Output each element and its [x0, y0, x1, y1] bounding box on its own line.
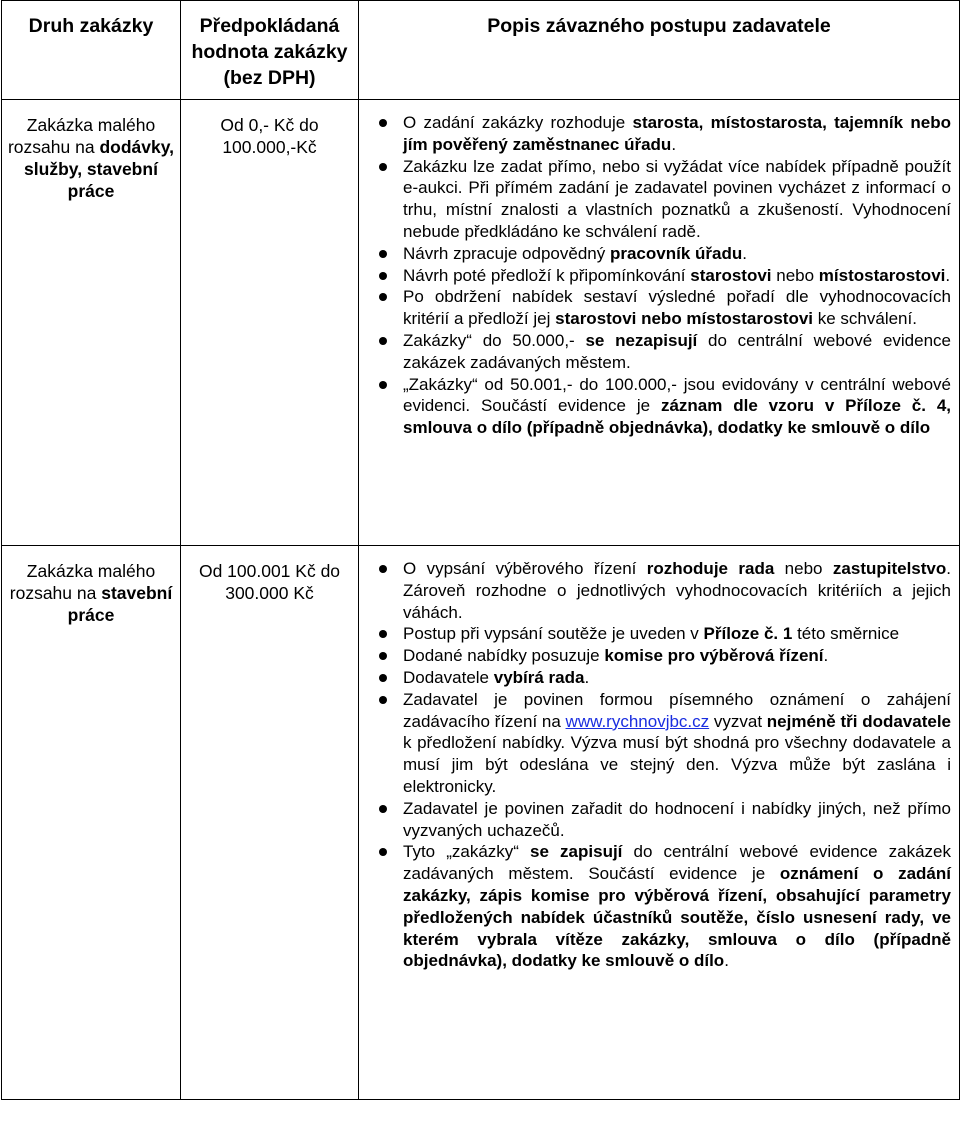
- emphasis-text: se nezapisují: [585, 330, 698, 350]
- header-description: Popis závazného postupu zadavatele: [359, 1, 960, 100]
- step-text: .: [742, 243, 747, 263]
- emphasis-text: Příloze č. 1: [703, 624, 793, 644]
- estimated-value-cell: Od 0,- Kč do 100.000,-Kč: [181, 100, 359, 546]
- emphasis-text: se zapisují: [530, 842, 623, 862]
- header-type: Druh zakázky: [2, 1, 181, 100]
- procedure-step: [365, 841, 951, 972]
- emphasis-text: záznam dle vzoru v Příloze č. 4, smlouva o dílo (případně objednávka), dodatky ke smlouvě o dílo: [403, 396, 951, 438]
- emphasis-text: starostovi: [690, 265, 772, 285]
- step-text: vyzvat: [709, 711, 767, 731]
- emphasis-text: starosta, místostarosta, tajemník nebo jím pověřený zaměstnanec úřadu: [403, 113, 951, 154]
- description-cell: [359, 100, 960, 546]
- step-text: Po obdržení nabídek sestaví výsledné pořadí dle vyhodnocovacích kritérií a předloží jej: [403, 287, 951, 329]
- procurement-table: [1, 0, 960, 1100]
- contract-type-cell: [2, 100, 181, 546]
- step-text: nebo: [771, 265, 819, 285]
- procedure-list: [365, 112, 951, 439]
- emphasis-text: starostovi nebo místostarostovi: [555, 309, 814, 329]
- emphasis-text: vybírá rada: [493, 667, 585, 687]
- step-text: Zadavatel je povinen formou písemného oznámení o zahájení zadávacího řízení na: [403, 689, 951, 731]
- step-text: Dodané nabídky posuzuje: [403, 646, 605, 666]
- contract-type-text: Zakázka malého rozsahu na: [9, 561, 156, 603]
- step-text: O zadání zakázky rozhoduje: [403, 113, 633, 132]
- procedure-step: [365, 374, 951, 439]
- table-row: [2, 100, 960, 546]
- step-text: do centrální webové evidence zakázek zadávaných městem.: [403, 330, 951, 372]
- step-text: Návrh zpracuje odpovědný: [403, 243, 610, 263]
- contract-type-cell: [2, 546, 181, 1100]
- step-text: Tyto „zakázky“: [403, 842, 531, 862]
- emphasis-text: zastupitelstvo: [832, 559, 947, 578]
- contract-type-text: Zakázka malého rozsahu na: [7, 115, 156, 157]
- step-text: . Zároveň rozhodne o jednotlivých vyhodnocovacích kritériích a jejich váhách.: [403, 559, 951, 622]
- table-row: [2, 546, 960, 1100]
- description-cell: [359, 546, 960, 1100]
- step-text: této směrnice: [792, 624, 900, 644]
- step-text: ke schválení.: [813, 309, 917, 329]
- procedure-step: [365, 112, 951, 156]
- emphasis-text: místostarostovi: [818, 265, 946, 285]
- emphasis-text: rozhoduje rada: [646, 559, 775, 578]
- procedure-step: [365, 286, 951, 330]
- step-text: do centrální webové evidence zakázek zadávaných městem. Součástí evidence je: [403, 842, 951, 884]
- step-text: .: [945, 265, 951, 285]
- step-text: nebo: [774, 559, 833, 578]
- step-text: „Zakázky“ od 50.001,- do 100.000,- jsou evidovány v centrální webové evidenci. Součástí evidence je: [403, 374, 951, 416]
- procedure-step: [365, 558, 951, 623]
- procedure-step: [365, 689, 951, 798]
- procedure-step: [365, 156, 951, 243]
- step-text: Zakázku lze zadat přímo, nebo si vyžádat více nabídek případně použít e-aukci. Při přímém zadání je zadavatel povinen vycházet z informací o trhu, místní znalosti a vlastních poznatků a zkušeností. Vyhodnocení nebude předkládáno ke schválení radě.: [403, 156, 951, 241]
- emphasis-text: komise pro výběrová řízení: [604, 646, 824, 666]
- procedure-step: [365, 330, 951, 374]
- estimated-value-cell: Od 100.001 Kč do 300.000 Kč: [181, 546, 359, 1100]
- contract-type-bold: stavební práce: [67, 583, 173, 625]
- step-text: O vypsání výběrového řízení: [403, 559, 647, 578]
- procedure-step: [365, 243, 951, 265]
- procedure-step: [365, 265, 951, 287]
- header-row: [2, 1, 960, 100]
- emphasis-text: oznámení o zadání zakázky, zápis komise pro výběrová řízení, obsahující parametry předložených nabídek účastníků soutěže, číslo usnesení rady, ve kterém vybrala vítěze zakázky, smlouva o dílo (případně objednávka), dodatky ke smlouvě o dílo: [403, 864, 951, 971]
- step-text: Návrh poté předloží k připomínkování: [403, 265, 691, 285]
- step-text: .: [671, 134, 677, 154]
- step-text: Dodavatele: [403, 667, 494, 687]
- procedure-step: [365, 798, 951, 842]
- procedure-step: [365, 645, 951, 667]
- step-text: Zakázky“ do 50.000,-: [403, 330, 586, 350]
- step-text: k předložení nabídky. Výzva musí být shodná pro všechny dodavatele a musí jim být odeslána ve stejný den. Výzva může být zaslána i elektronicky.: [403, 733, 951, 796]
- step-text: Zadavatel je povinen zařadit do hodnocení i nabídky jiných, než přímo vyzvaných uchazečů.: [403, 798, 951, 840]
- procedure-step: [365, 667, 951, 689]
- procedure-step: [365, 623, 951, 645]
- procedure-list: [365, 558, 951, 972]
- emphasis-text: nejméně tři dodavatele: [766, 711, 952, 731]
- website-link[interactable]: www.rychnovjbc.cz: [565, 711, 710, 731]
- step-text: .: [724, 951, 729, 971]
- emphasis-text: pracovník úřadu: [609, 243, 743, 263]
- header-value: Předpokládaná hodnota zakázky (bez DPH): [181, 1, 359, 100]
- step-text: Postup při vypsání soutěže je uveden v: [403, 624, 704, 644]
- step-text: .: [584, 667, 590, 687]
- contract-type-bold: dodávky, služby, stavební práce: [24, 137, 175, 201]
- step-text: .: [823, 646, 829, 666]
